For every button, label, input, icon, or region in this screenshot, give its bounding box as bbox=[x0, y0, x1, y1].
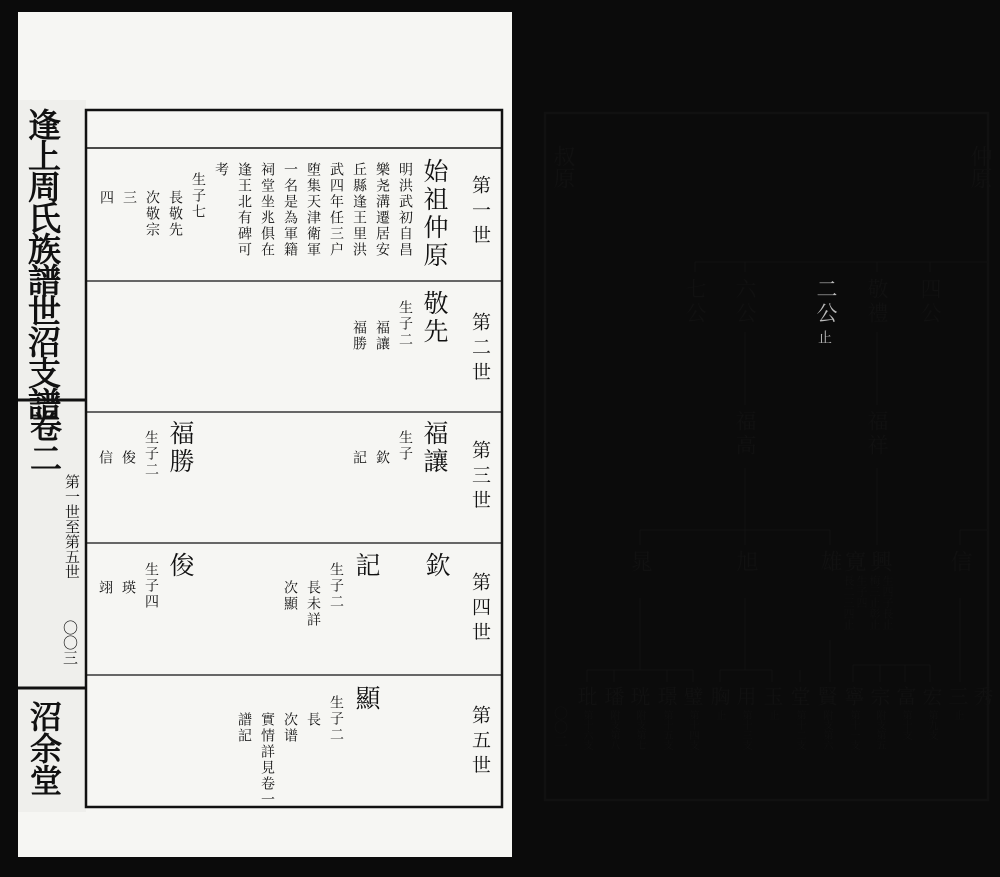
son-line: 信 bbox=[97, 450, 113, 464]
tree-node: 宏 bbox=[919, 686, 943, 706]
son-line: 生子四 bbox=[143, 562, 159, 610]
tree-node: 福高 bbox=[733, 410, 757, 458]
tree-node-note: 第十二支 bbox=[794, 710, 805, 750]
generation-label: 第三世 bbox=[469, 440, 491, 515]
son-line: 記 bbox=[351, 450, 367, 464]
tree-node: 玉 bbox=[760, 686, 784, 706]
son-line: 生子二 bbox=[328, 695, 344, 743]
tree-node: 晁 bbox=[627, 550, 652, 572]
tree-root-name: 叔原 bbox=[550, 145, 575, 189]
volume-label: 卷二 bbox=[25, 410, 63, 474]
son-line: 次谱 bbox=[282, 712, 298, 744]
generation-label: 第一世 bbox=[469, 175, 491, 250]
page-number: 〇〇三 bbox=[61, 620, 79, 665]
tree-node-note: 第十六支 bbox=[581, 710, 592, 750]
person-name: 敬先 bbox=[420, 290, 449, 346]
son-line: 生子二 bbox=[328, 562, 344, 610]
tree-node: 璠 bbox=[601, 686, 625, 706]
generation-range: 第一世至第五世 bbox=[63, 474, 81, 579]
person-name: 欽 bbox=[422, 552, 451, 577]
son-line: 長 bbox=[305, 712, 321, 728]
bio-line: 考 bbox=[213, 162, 229, 176]
tree-node-note: 第十支 bbox=[900, 710, 911, 740]
tree-node: 宗 bbox=[867, 686, 891, 706]
tree-node-note: 附支第六 bbox=[821, 710, 832, 750]
tree-root-name: 仲原 bbox=[967, 145, 992, 189]
son-line: 福勝 bbox=[351, 320, 367, 352]
tree-node: 璟 bbox=[654, 686, 678, 706]
tree-node-note: 附支第五 bbox=[874, 710, 885, 750]
son-line: 生子二 bbox=[143, 430, 159, 478]
ancestor-name: 始祖仲原 bbox=[420, 158, 449, 270]
note-line: 譜記 bbox=[236, 712, 252, 744]
tree-node: 六公 bbox=[733, 278, 757, 326]
tree-node-note: 第十四支 bbox=[687, 710, 698, 750]
bio-line: 逢王北有碑可 bbox=[236, 162, 252, 258]
tree-node: 璧 bbox=[680, 686, 704, 706]
son-line: 瑛 bbox=[120, 580, 136, 594]
tree-node: 胸 bbox=[707, 686, 731, 706]
tree-node-note: 附支第八 bbox=[608, 710, 619, 750]
tree-node: 玭 bbox=[574, 686, 598, 706]
tree-node-note: 止 bbox=[767, 710, 778, 720]
tree-node-note: 生子四 bbox=[855, 575, 868, 608]
son-line: 長未詳 bbox=[305, 580, 321, 628]
person-name: 福讓 bbox=[420, 420, 449, 476]
tree-node-note: 第十五支 bbox=[661, 710, 672, 750]
person-name: 福勝 bbox=[166, 420, 195, 476]
son-line: 俊 bbox=[120, 450, 136, 464]
bio-line: 一名是為軍籍 bbox=[282, 162, 298, 258]
son-line: 福讓 bbox=[374, 320, 390, 352]
bio-line: 樂尧溝遷居安 bbox=[374, 162, 390, 258]
tree-node: 雄 bbox=[817, 550, 842, 572]
son-line: 生子七 bbox=[190, 172, 206, 220]
bio-line: 明洪武初自昌 bbox=[397, 162, 413, 258]
tree-node: 七公 bbox=[683, 278, 707, 326]
tree-node: 二公 bbox=[814, 278, 838, 326]
tree-node-note: 第九支 bbox=[926, 710, 937, 740]
tree-node-note: 附支第七 bbox=[634, 710, 645, 750]
son-line: 欽 bbox=[374, 450, 390, 464]
tree-node: 四公 bbox=[918, 278, 942, 326]
bio-line: 丘縣逢王里洪 bbox=[351, 162, 367, 258]
bio-line: 堕集天津衛軍 bbox=[305, 162, 321, 258]
son-line: 四 bbox=[98, 190, 114, 204]
tree-node: 旭 bbox=[733, 550, 758, 572]
tree-node: 用 bbox=[733, 686, 757, 706]
tree-node-note: 止 bbox=[816, 330, 832, 344]
tree-node-note: 第十一支 bbox=[848, 710, 859, 750]
bio-line: 武四年任三户 bbox=[328, 162, 344, 258]
tree-node-note: 止 bbox=[714, 710, 725, 720]
bio-line: 祠堂坐兆俱在 bbox=[259, 162, 275, 258]
tree-node: 寛 bbox=[841, 550, 866, 572]
person-name: 俊 bbox=[166, 552, 195, 577]
son-line: 生子二 bbox=[397, 300, 413, 348]
book-title: 逢上周氏族譜世沼支譜 bbox=[23, 108, 62, 418]
tree-node-note: 第十三支 bbox=[740, 710, 751, 750]
tree-node-note: 梅三止彰止 bbox=[868, 575, 881, 630]
person-name: 記 bbox=[352, 552, 381, 577]
tree-node: 寧 bbox=[841, 686, 865, 706]
son-line: 次敬宗 bbox=[144, 190, 160, 238]
tree-node: 珖 bbox=[627, 686, 651, 706]
generation-label: 第四世 bbox=[469, 572, 491, 647]
hall-name: 沼余堂 bbox=[25, 700, 63, 796]
tree-node-note: 長二三四止 bbox=[842, 575, 855, 630]
generation-label: 第二世 bbox=[469, 312, 491, 387]
tree-node-note: 止 bbox=[952, 710, 963, 720]
son-line: 長敬先 bbox=[167, 190, 183, 238]
generation-label: 第五世 bbox=[469, 705, 491, 780]
son-line: 生子 bbox=[397, 430, 413, 462]
tree-node: 賢 bbox=[814, 686, 838, 706]
tree-node: 堂 bbox=[787, 686, 811, 706]
son-line: 次顯 bbox=[282, 580, 298, 612]
tree-node: 三 bbox=[945, 686, 969, 706]
tree-node: 信 bbox=[947, 550, 972, 572]
note-line: 實情詳見卷一 bbox=[259, 712, 275, 808]
son-line: 翊 bbox=[97, 580, 113, 594]
tree-node: 富 bbox=[893, 686, 917, 706]
tree-node: 興 bbox=[867, 550, 892, 572]
tree-node: 秀 bbox=[970, 686, 994, 706]
tree-node-note: 生四子長止 bbox=[881, 575, 894, 630]
son-line: 三 bbox=[121, 190, 137, 204]
tree-node: 福祥 bbox=[865, 410, 889, 458]
person-name: 顯 bbox=[352, 685, 381, 710]
page-number: 〇〇二 bbox=[552, 706, 568, 748]
tree-node: 敬禮 bbox=[865, 278, 889, 326]
